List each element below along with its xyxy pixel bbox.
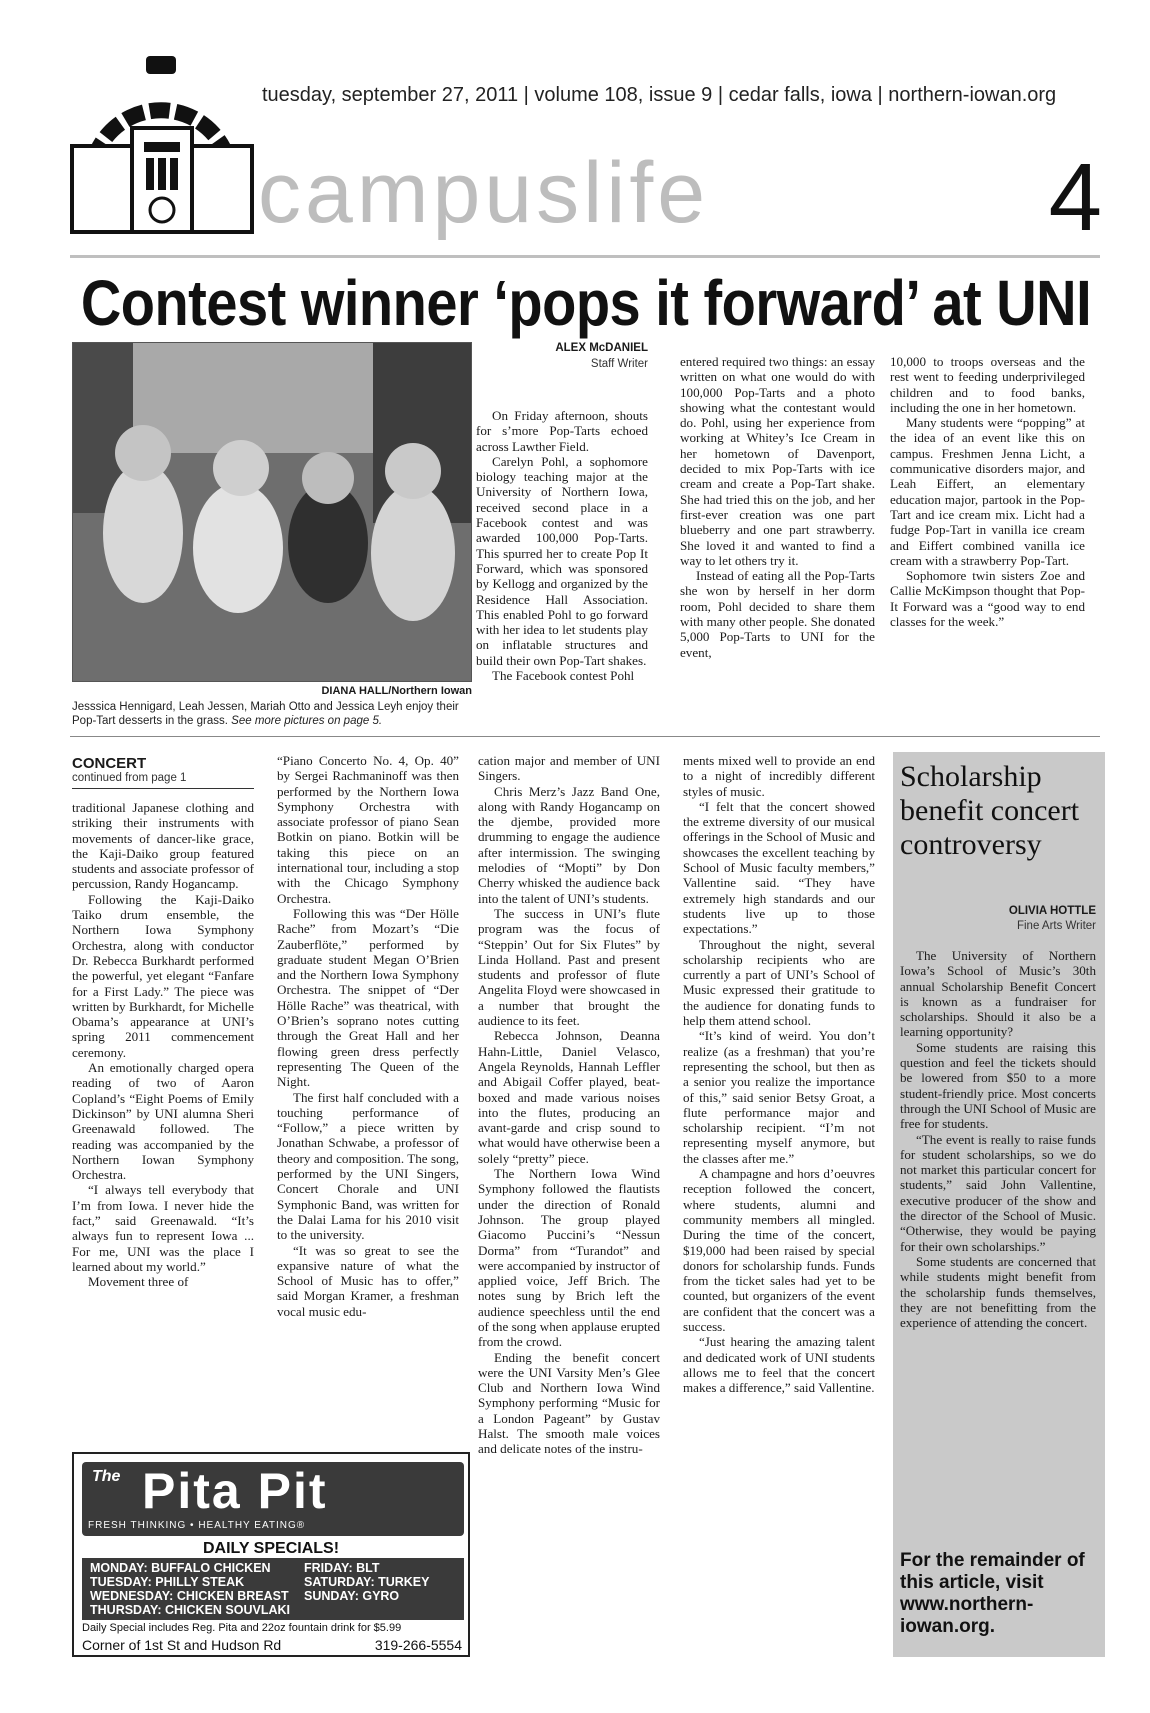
page-number: 4: [1048, 144, 1102, 251]
dateline: tuesday, september 27, 2011 | volume 108, issue 9 | cedar falls, iowa | northern-iowan.org: [262, 84, 1057, 106]
photo: [72, 342, 472, 682]
ad-special-thursday: THURSDAY: CHICKEN SOUVLAKI: [90, 1603, 291, 1617]
sidebar-author: OLIVIA HOTTLE: [1008, 905, 1096, 917]
jump-headline: CONCERT: [72, 755, 147, 772]
ad-brand-the: The: [92, 1468, 121, 1485]
sidebar-cta[interactable]: For the remainder of this article, visit www.northern-iowan.org.: [900, 1550, 1085, 1637]
concert-column-4: [683, 753, 875, 1395]
paragraph: Rebecca Johnson, Deanna Hahn-Little, Daniel Velasco, Angela Reynolds, Hannah Leffler and Abigail Coffer played, beat-boxed and made various noises into the flutes, producing an avant-garde and crisp sound to what would have otherwise been a solely “pretty” piece.: [478, 1028, 660, 1166]
paragraph: 10,000 to troops overseas and the rest went to feeding underprivileged children and to food banks, including the one in her hometown.: [890, 354, 1085, 415]
concert-column-1: [72, 800, 254, 1290]
paragraph: Some students are concerned that while students might benefit from the scholarship funds themselves, they are not benefitting from the experience of attending the concert.: [900, 1253, 1096, 1331]
ad-special-tuesday: TUESDAY: PHILLY STEAK: [90, 1575, 245, 1589]
paragraph: “Just hearing the amazing talent and dedicated work of UNI students allows me to feel that the concert makes a difference,” said Vallentine.: [683, 1334, 875, 1396]
paragraph: On Friday afternoon, shouts for s’more Pop-Tarts echoed across Lawther Field.: [476, 408, 648, 454]
ad-specials-list: [82, 1558, 464, 1620]
ad-brand-name: Pita Pit: [142, 1463, 328, 1519]
photo-credit: DIANA HALL/Northern Iowan: [321, 685, 472, 697]
paragraph: Following this was “Der Hölle Rache” from Mozart’s “Die Zauberflöte,” performed by graduate student Megan O’Brien and the Northern Iowa Symphony Orchestra. The snippet of “Der Hölle Rache” was theatrical, with O’Brien’s soprano notes cutting through the Great Hall and her flowing green dress perfectly representing The Queen of the Night.: [277, 905, 459, 1090]
paragraph: “I felt that the concert showed the extreme diversity of our musical offerings in the School of Music and showcases the excellent teaching by School of Music faculty members,” Vallentine said. “They have extremely high standards and our students live up to those expectations.”: [683, 798, 875, 937]
section-title: campuslife: [258, 145, 710, 241]
paragraph: Many students were “popping” at the idea of an event like this on campus. Freshmen Jenna Licht, a communicative disorders major, and Leah Eiffert, an elementary education major, partook in the Pop-Tart and ice cream mix. Licht had a fudge Pop-Tart in vanilla ice cream and Eiffert combined vanilla ice cream with a strawberry Pop-Tart.: [890, 415, 1085, 568]
photo-caption: [72, 700, 472, 729]
paragraph: The success in UNI’s flute program was the focus of “Steppin’ Out for Six Flutes” by Linda Holland. Past and present students and professor of flute Angelita Floyd were showcased in a number that brought the audience to its feet.: [478, 905, 660, 1029]
paragraph: “Piano Concerto No. 4, Op. 40” by Sergei Rachmaninoff was then performed by the Northern Iowa Symphony Orchestra with associate professor of piano Sean Botkin on piano. Botkin will be taking this piece on an international tour, including a stop with the Chicago Symphony Orchestra.: [277, 753, 459, 906]
uni-logo: [66, 50, 256, 238]
paragraph: Following the Kaji-Daiko Taiko drum ensemble, the Northern Iowa Symphony Orchestra, along with conductor Dr. Rebecca Burkhardt performed the powerful, yet elegant “Fanfare for a First Lady.” The piece was written by Burkhardt, for Michelle Obama’s appearance at UNI’s spring 2011 commencement ceremony.: [72, 891, 254, 1060]
ad-phone[interactable]: 319-266-5554: [374, 1637, 462, 1653]
paragraph: An emotionally charged opera reading of two of Aaron Copland’s “Eight Poems of Emily Dickinson” by UNI alumna Sheri Greenawald followed. The reading was accompanied by the Northern Iowan Symphony Orchestra.: [72, 1060, 254, 1183]
sidebar-body: [900, 948, 1096, 1330]
paragraph: Carelyn Pohl, a sophomore biology teaching major at the University of Northern Iowa, received second place in a Facebook contest and was awarded 100,000 Pop-Tarts. This spurred her to create Pop It Forward, which was sponsored by Kellogg and organized by the Residence Hall Association. This enabled Pohl to go forward with her idea to let students play on inflatable structures and build their own Pop-Tart shakes.: [476, 453, 648, 668]
paragraph: “It’s kind of weird. You don’t realize (as a freshman) that you’re representing the school, but then as a senior you realize the importance of this,” said senior Betsy Groat, a flute performance major and scholarship recipient. “I’m not representing myself anymore, but the classes after me.”: [683, 1028, 875, 1166]
paragraph: traditional Japanese clothing and striking their instruments with movements of dancer-like grace, the Kaji-Daiko group featured students and associate professor of percussion, Randy Hogancamp.: [72, 800, 254, 892]
paragraph: Sophomore twin sisters Zoe and Callie McKimpson thought that Pop-It Forward was a “good way to end classes for the week.”: [890, 568, 1085, 630]
paragraph: A champagne and hors d’oeuvres reception followed the concert, where students, alumni and community members all mingled. During the time of the concert, $19,000 had been raised by special donors for scholarship funds. Funds from the ticket sales had yet to be counted, but organizers of the event are confident that the concert was a success.: [683, 1166, 875, 1334]
paragraph: Ending the benefit concert were the UNI Varsity Men’s Glee Club and Northern Iowa Wind Symphony performing “Music for a London Pageant” by Gustav Halst. The smooth male voices and delicate notes of the instru-: [478, 1349, 660, 1457]
ad-special-friday: FRIDAY: BLT: [304, 1561, 380, 1575]
paragraph: “It was so great to see the expansive nature of what the School of Music has to offer,” said Morgan Kramer, a freshman vocal music edu-: [277, 1242, 459, 1319]
ad-address: Corner of 1st St and Hudson Rd: [82, 1637, 282, 1653]
paragraph: The Northern Iowa Wind Symphony followed the flautists under the direction of Ronald Johnson. The group played Giacomo Puccini’s “Nessun Dorma” from “Turandot” and were accompanied by instructor of applied voice, Jeff Brich. The notes sung by Brich left the audience speechless until the end of the song when applause erupted from the crowd.: [478, 1166, 660, 1350]
story-column-1: [476, 408, 648, 683]
masthead-rule: [70, 255, 1100, 258]
paragraph: The University of Northern Iowa’s School of Music’s 30th annual Scholarship Benefit Concert is known as a fundraiser for scholarships. Should it also be a learning opportunity?: [900, 948, 1096, 1040]
pita-pit-ad[interactable]: [72, 1452, 470, 1657]
ad-note: Daily Special includes Reg. Pita and 22oz fountain drink for $5.99: [82, 1622, 402, 1634]
photo-caption-text: Jesssica Hennigard, Leah Jessen, Mariah Otto and Jessica Leyh enjoy their Pop-Tart desserts in the grass.: [72, 701, 459, 728]
ad-brand-banner: [82, 1462, 464, 1536]
concert-column-3: [478, 753, 660, 1457]
ad-special-monday: MONDAY: BUFFALO CHICKEN: [90, 1561, 271, 1575]
paragraph: Movement three of: [88, 1274, 189, 1290]
section-divider: [70, 736, 1100, 737]
paragraph: “The event is really to raise funds for student scholarships, so we do not market this particular concert for students,” said John Vallentine, executive producer of the show and the director of the School of Music. “Otherwise, they would be paying for their own scholarships.”: [900, 1131, 1096, 1254]
paragraph: The first half concluded with a touching performance of “Follow,” a piece written by Jonathan Schwabe, a professor of theory and composition. The song, performed by the UNI Singers, Concert Chorale and UNI Symphonic Band, was written for the Dalai Lama for his 2010 visit to the university.: [277, 1089, 459, 1243]
paragraph: Some students are raising this question and feel the tickets should be lowered from $50 to a more student-friendly price. Most concerts through the UNI School of Music are free for students.: [900, 1039, 1096, 1132]
story-column-3: [890, 354, 1085, 629]
jump-continued: continued from page 1: [72, 772, 254, 789]
ad-special-saturday: SATURDAY: TURKEY: [304, 1575, 430, 1589]
ad-specials-heading: DAILY SPECIALS!: [202, 1540, 340, 1557]
paragraph: The Facebook contest Pohl: [492, 668, 635, 684]
paragraph: Chris Merz’s Jazz Band One, along with Randy Hogancamp on the djembe, provided more drumming to engage the audience after intermission. The swinging melodies of “Mopti” by Don Cherry whisked the audience back into the talent of UNI’s students.: [478, 783, 660, 906]
ad-special-sunday: SUNDAY: GYRO: [304, 1589, 400, 1603]
paragraph: Throughout the night, several scholarship recipients who are currently a part of UNI’s School of Music expressed their gratitude to the audience for donating funds to help them attend school.: [683, 936, 875, 1029]
paragraph: ments mixed well to provide an end to a night of incredibly different styles of music.: [683, 753, 875, 799]
story-column-2: [680, 354, 875, 660]
ad-special-wednesday: WEDNESDAY: CHICKEN BREAST: [90, 1589, 289, 1603]
paragraph: entered required two things: an essay written on what one would do with 100,000 Pop-Tarts and a photo showing what the contestant would do. Pohl, using her experience from working at Whitey’s Ice Cream in her hometown of Davenport, decided to mix Pop-Tarts with ice cream and create a Pop-Tart shake. She had tried this on the job, and her first-ever creation was one part blueberry and one part strawberry. She loved it and wanted to find a way to let others try it.: [680, 354, 875, 568]
sidebar-title: Scholarship benefit concert controversy: [900, 760, 1080, 861]
paragraph: cation major and member of UNI Singers.: [478, 753, 660, 784]
headline: Contest winner ‘pops it forward’ at UNI: [80, 266, 1092, 339]
photo-caption-more: See more pictures on page 5.: [231, 715, 383, 728]
paragraph: “I always tell everybody that I’m from Iowa. I never hide the fact,” said Greenawald. “It’s always fun to represent Iowa ... For me, UNI was the place I learned about my world.”: [72, 1182, 254, 1274]
concert-column-2: [277, 753, 459, 1319]
story-author: ALEX McDANIEL: [555, 342, 648, 354]
paragraph: Instead of eating all the Pop-Tarts she won by herself in her dorm room, Pohl decided to share them with many other people. She donated 5,000 Pop-Tarts to UNI for the event,: [680, 568, 875, 660]
sidebar-author-role: Fine Arts Writer: [1016, 920, 1096, 932]
story-author-role: Staff Writer: [590, 358, 648, 370]
ad-tagline: FRESH THINKING • HEALTHY EATING®: [88, 1520, 306, 1531]
